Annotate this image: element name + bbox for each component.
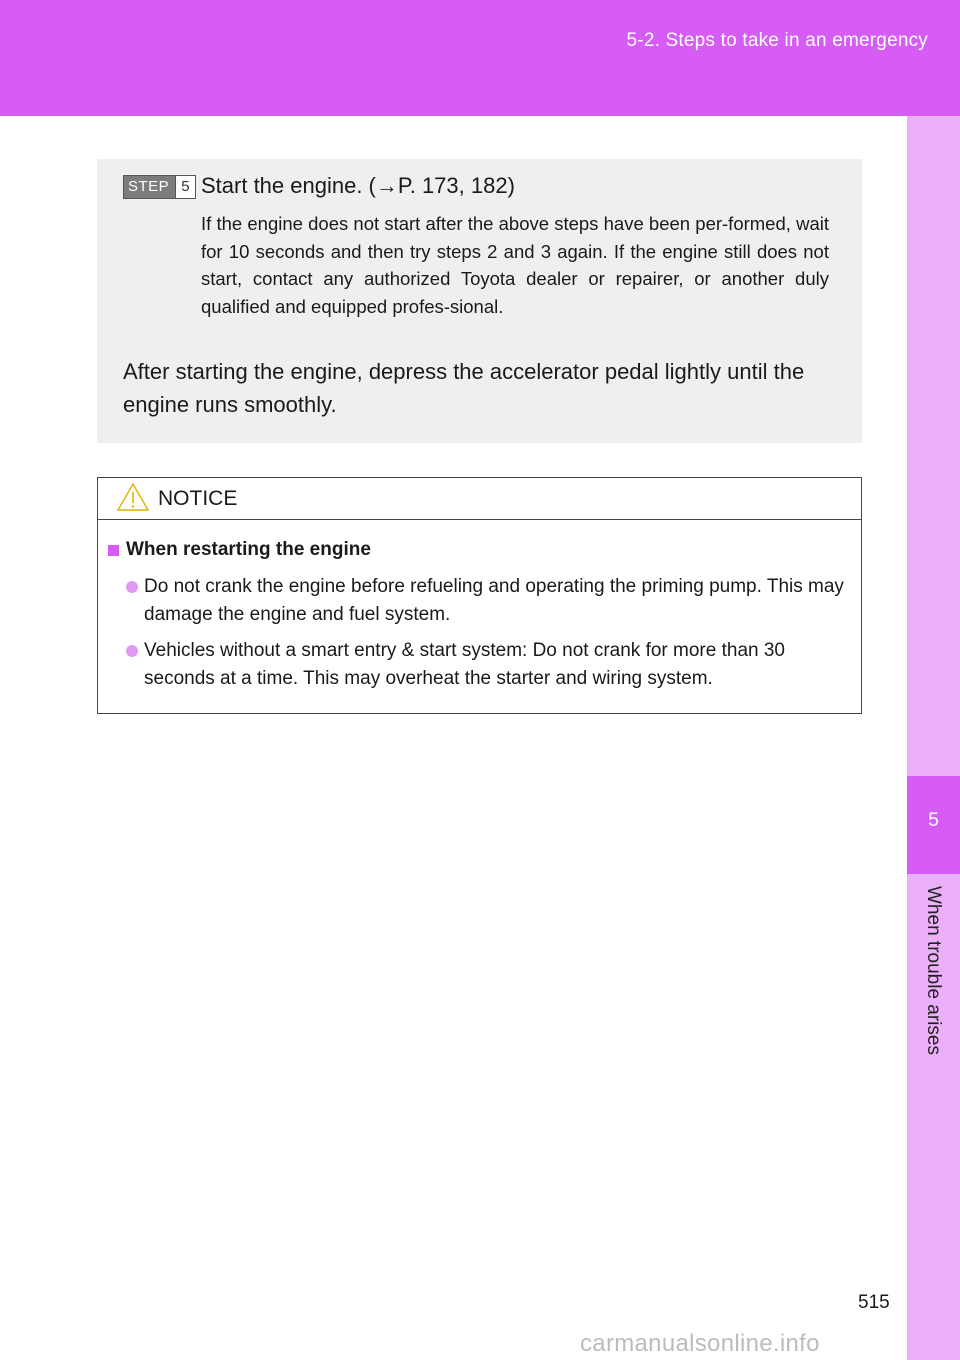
page-number: 515	[858, 1292, 890, 1313]
notice-label: NOTICE	[158, 487, 238, 510]
list-item	[126, 637, 856, 692]
step-badge	[123, 175, 196, 199]
circle-bullet-icon	[126, 645, 138, 657]
chapter-number: 5	[928, 810, 939, 831]
after-start-instruction: After starting the engine, depress the accelerator pedal lightly until the engine runs smoothly.	[123, 359, 805, 417]
step-detail: If the engine does not start after the above steps have been per-formed, wait for 10 seconds and then try steps 2 and 3 again. If the engine still does not start, contact any authorized Toyota dealer or repairer, or another duly qualified and equipped profes-sional.	[201, 213, 829, 317]
notice-box	[97, 477, 862, 714]
chapter-label-wrap	[916, 886, 950, 1076]
page-header	[0, 0, 960, 116]
section-title: 5-2. Steps to take in an emergency	[626, 30, 928, 51]
circle-bullet-icon	[126, 581, 138, 593]
notice-header	[98, 478, 861, 520]
list-item-text: Vehicles without a smart entry & start system: Do not crank for more than 30 seconds at a time. This may overheat the starter and wiring system.	[144, 640, 785, 689]
chapter-label: When trouble arises	[923, 886, 944, 1055]
notice-subheading	[108, 539, 371, 561]
list-item	[126, 573, 856, 628]
chapter-side-tab	[907, 116, 960, 1360]
step-title: Start the engine. (→P. 173, 182)	[201, 173, 515, 198]
step-badge-number: 5	[175, 176, 194, 198]
step-badge-label: STEP	[124, 176, 175, 198]
square-bullet-icon	[108, 545, 119, 556]
notice-subheading-text: When restarting the engine	[126, 539, 371, 560]
list-item-text: Do not crank the engine before refueling and operating the priming pump. This may damage the engine and fuel system.	[144, 576, 844, 625]
watermark: carmanualsonline.info	[580, 1330, 820, 1357]
warning-triangle-icon	[116, 482, 150, 512]
